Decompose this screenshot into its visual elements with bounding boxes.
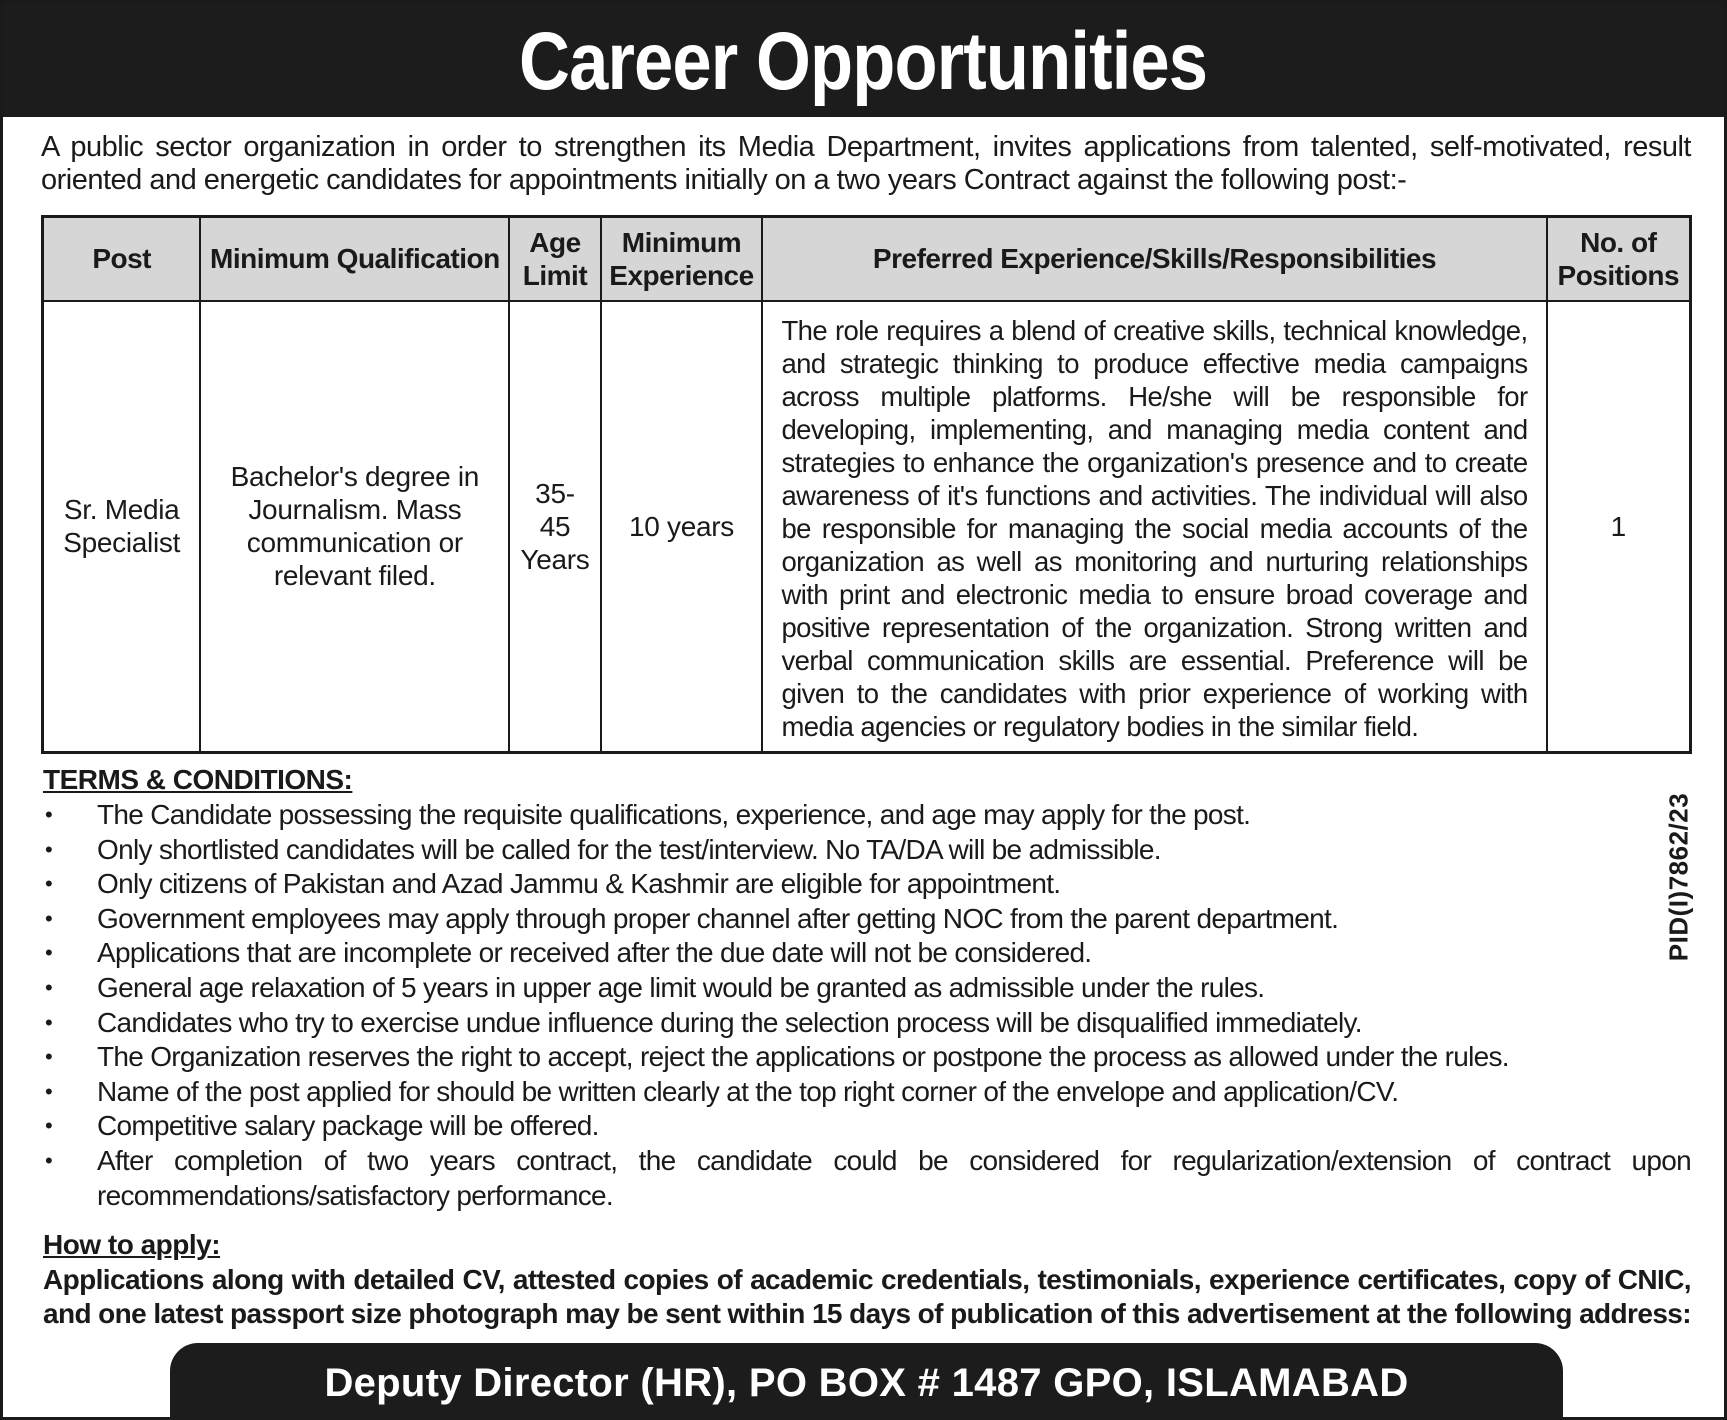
bullet-icon: • <box>45 871 53 897</box>
term-text: Government employees may apply through proper channel after getting NOC from the parent department. <box>97 902 1339 934</box>
header-positions-line1: No. of <box>1580 226 1657 258</box>
header-experience-line2: Experience <box>609 259 754 291</box>
bullet-icon: • <box>45 802 53 827</box>
title-banner <box>3 3 1724 117</box>
cell-experience: 10 years <box>601 301 763 753</box>
bullet-icon: • <box>45 1147 53 1173</box>
list-item <box>43 1075 1691 1110</box>
header-age-line1: Age <box>529 226 581 258</box>
list-item <box>43 1006 1691 1041</box>
term-text: Name of the post applied for should be written clearly at the top right corner of the envelope and application/CV. <box>97 1075 1399 1107</box>
header-experience <box>601 217 763 301</box>
qualification-line3: communication or <box>246 527 463 558</box>
address-banner <box>170 1343 1563 1420</box>
age-line1: 35-45 <box>535 477 575 542</box>
list-item <box>43 833 1691 868</box>
bullet-icon: • <box>45 836 53 862</box>
term-text: After completion of two years contract, the candidate could be considered for regularization/extension of contract upon recommendations/satisfactory performance. <box>97 1144 1691 1211</box>
header-positions <box>1547 217 1691 301</box>
term-text: Only citizens of Pakistan and Azad Jammu & Kashmir are eligible for appointment. <box>97 868 1061 900</box>
term-text: The Candidate possessing the requisite qualifications, experience, and age may apply for the post. <box>97 799 1251 830</box>
list-item <box>43 936 1691 971</box>
term-text: Only shortlisted candidates will be called for the test/interview. No TA/DA will be admissible. <box>97 833 1161 865</box>
address-text: Deputy Director (HR), PO BOX # 1487 GPO, ISLAMABAD <box>324 1360 1409 1405</box>
header-positions-line2: Positions <box>1557 259 1680 291</box>
list-item <box>43 971 1691 1006</box>
intro-paragraph: A public sector organization in order to strengthen its Media Department, invites applications from talented, self-motivated, result oriented and energetic candidates for appointments initially on a two years Contract against the following post:- <box>41 131 1691 196</box>
qualification-line4: relevant filed. <box>273 560 436 591</box>
term-text: Competitive salary package will be offered. <box>97 1110 599 1142</box>
cell-positions: 1 <box>1547 301 1691 753</box>
header-experience-line1: Minimum <box>621 226 742 258</box>
header-age-line2: Limit <box>522 259 588 291</box>
term-text: General age relaxation of 5 years in upper age limit would be granted as admissible under the rules. <box>97 971 1265 1003</box>
page-title: Career Opportunities <box>519 16 1208 107</box>
post-line1: Sr. Media <box>63 494 180 525</box>
list-item <box>43 867 1691 902</box>
bullet-icon: • <box>45 1044 53 1070</box>
header-post: Post <box>43 217 201 301</box>
cell-qualification <box>200 301 509 753</box>
term-text: Candidates who try to exercise undue influence during the selection process will be disqualified immediately. <box>97 1006 1362 1038</box>
cell-age-limit <box>509 301 600 753</box>
list-item <box>43 1040 1691 1075</box>
bullet-icon: • <box>45 1113 53 1139</box>
terms-list <box>43 798 1691 1213</box>
age-line2: Years <box>520 543 590 575</box>
bullet-icon: • <box>45 1009 53 1035</box>
bullet-icon: • <box>45 974 53 1000</box>
term-text: Applications that are incomplete or received after the due date will not be considered. <box>97 937 1092 969</box>
post-line2: Specialist <box>63 527 181 558</box>
table-row <box>43 301 1691 753</box>
pid-code: PID(I)7862/23 <box>1663 792 1694 962</box>
table-header-row <box>43 217 1691 301</box>
header-responsibilities: Preferred Experience/Skills/Responsibilities <box>762 217 1546 301</box>
bullet-icon: • <box>45 1078 53 1104</box>
bullet-icon: • <box>45 940 53 966</box>
list-item <box>43 902 1691 937</box>
header-age-limit <box>509 217 600 301</box>
qualification-line1: Bachelor's degree in <box>230 461 480 492</box>
list-item <box>43 798 1691 833</box>
bullet-icon: • <box>45 905 53 931</box>
qualification-line2: Journalism. Mass <box>248 494 462 525</box>
cell-post <box>43 301 201 753</box>
list-item <box>43 1144 1691 1213</box>
how-to-apply-heading: How to apply: <box>43 1229 221 1260</box>
cell-responsibilities: The role requires a blend of creative skills, technical knowledge, and strategic thinking to produce effective media campaigns across multiple platforms. He/she will be responsible for developing, implementing, and managing media content and strategies to enhance the organization's presence and to create awareness of it's functions and activities. The individual will also be responsible for managing the social media accounts of the organization as well as monitoring and nurturing relationships with print and electronic media to ensure broad coverage and positive representation of the organization. Strong written and verbal communication skills are essential. Preference will be given to the candidates with prior experience of working with media agencies or regulatory bodies in the similar field. <box>762 301 1546 753</box>
list-item <box>43 1109 1691 1144</box>
how-to-apply-text: Applications along with detailed CV, attested copies of academic credentials, testimonials, experience certificates, copy of CNIC, and one latest passport size photograph may be sent within 15 days of publication of this advertisement at the following address: <box>43 1264 1691 1329</box>
header-qualification: Minimum Qualification <box>200 217 509 301</box>
terms-heading: TERMS & CONDITIONS: <box>43 764 353 795</box>
positions-table <box>41 215 1692 754</box>
term-text: The Organization reserves the right to accept, reject the applications or postpone the process as allowed under the rules. <box>97 1041 1509 1073</box>
